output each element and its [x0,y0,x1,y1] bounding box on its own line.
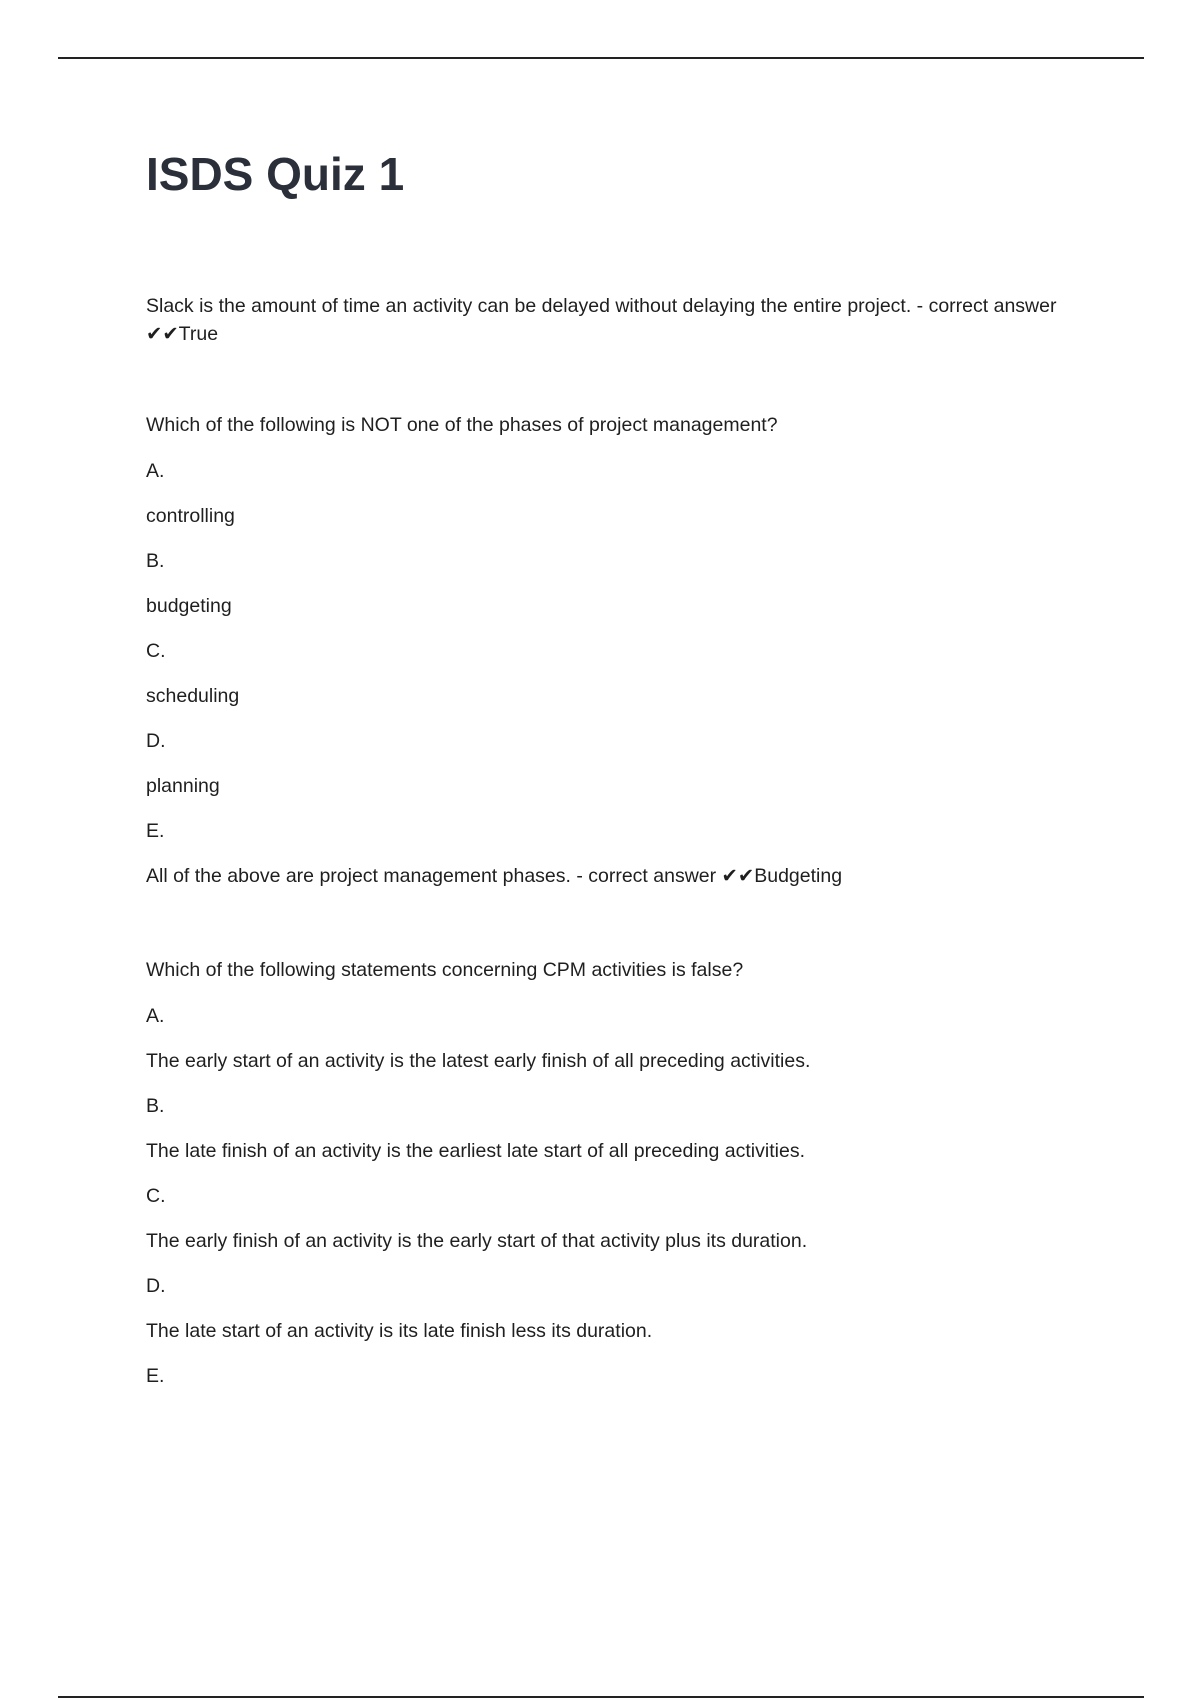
option-letter: E. [146,820,165,842]
question-3-option-e [146,1362,1066,1390]
option-letter: A. [146,460,165,482]
option-letter: B. [146,550,165,572]
question-2-option-d [146,727,1066,800]
option-letter: C. [146,1185,166,1207]
question-3 [146,956,1066,1390]
option-text: The early start of an activity is the latest early finish of all preceding activities. [146,1050,811,1072]
question-2-option-e [146,817,1066,890]
option-letter: E. [146,1365,165,1387]
option-text: planning [146,775,220,797]
option-letter: D. [146,730,166,752]
question-2-option-b [146,547,1066,620]
question-3-option-d [146,1272,1066,1345]
question-2-option-a [146,457,1066,530]
bottom-divider [58,1696,1144,1698]
page-title: ISDS Quiz 1 [146,148,405,200]
option-text: The early finish of an activity is the early start of that activity plus its duration. [146,1230,808,1252]
top-divider [58,57,1144,59]
option-text: The late finish of an activity is the earliest late start of all preceding activities. [146,1140,805,1162]
question-3-option-c [146,1182,1066,1255]
option-text: All of the above are project management phases. - correct answer ✔✔Budgeting [146,865,843,887]
question-3-text: Which of the following statements concerning CPM activities is false? [146,959,744,981]
question-3-option-a [146,1002,1066,1075]
question-2 [146,411,1066,890]
option-letter: C. [146,640,166,662]
option-letter: D. [146,1275,166,1297]
option-letter: B. [146,1095,165,1117]
option-text: budgeting [146,595,232,617]
question-2-text: Which of the following is NOT one of the phases of project management? [146,414,778,436]
question-3-option-b [146,1092,1066,1165]
option-text: scheduling [146,685,240,707]
question-1-text: Slack is the amount of time an activity can be delayed without delaying the entire project. - correct answer ✔✔True [146,295,1057,345]
option-text: The late start of an activity is its late finish less its duration. [146,1320,653,1342]
option-text: controlling [146,505,235,527]
question-2-option-c [146,637,1066,710]
option-letter: A. [146,1005,165,1027]
question-1 [146,292,1066,348]
